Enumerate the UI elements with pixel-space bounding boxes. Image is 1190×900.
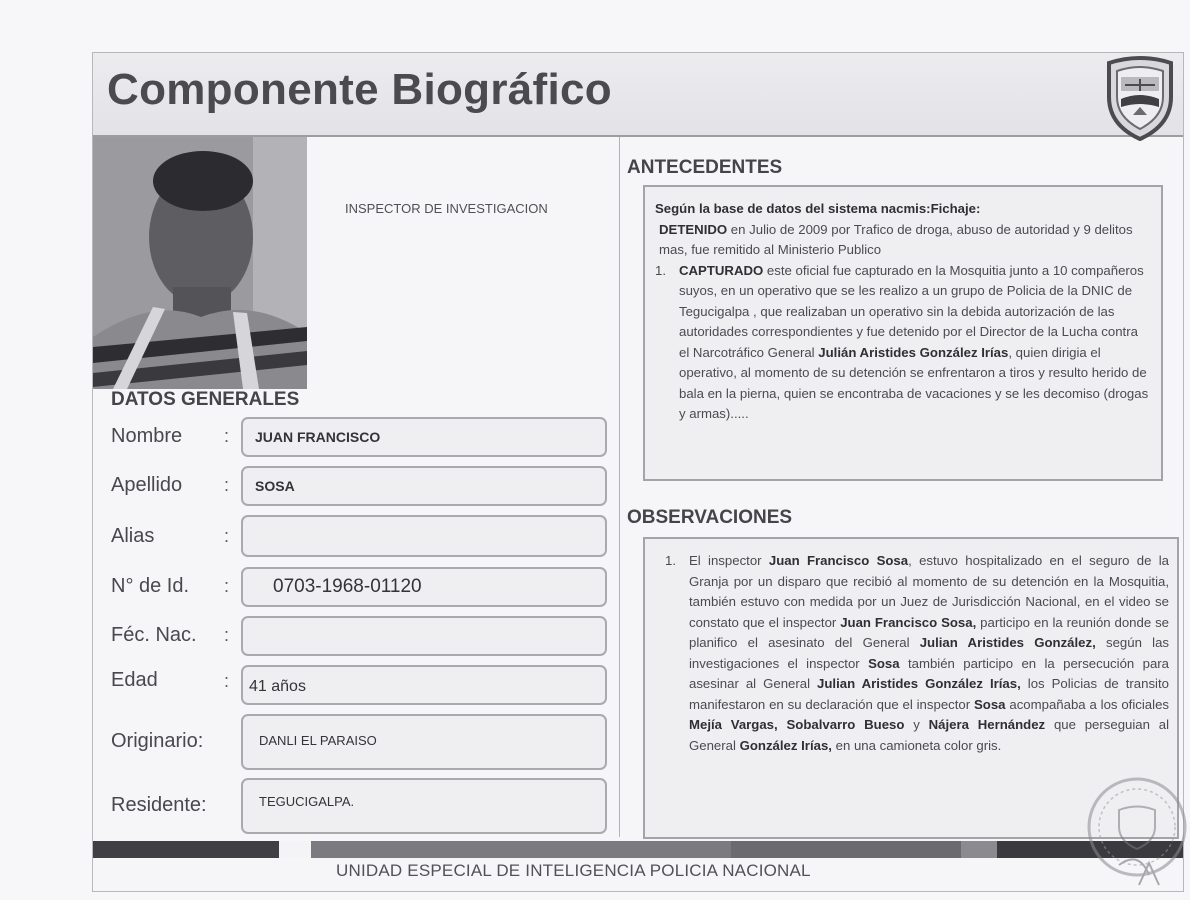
suspect-photo (93, 137, 307, 389)
footer-bar-segment (311, 841, 731, 858)
observation-bold-text: Juan Francisco Sosa, (840, 614, 977, 630)
observation-text: en una camioneta color gris. (831, 737, 1002, 753)
observation-text: y (904, 717, 929, 732)
nombre-field[interactable] (241, 417, 607, 457)
observation-text: acompañaba a los oficiales (1005, 696, 1169, 712)
footer-bar-segment (93, 841, 279, 858)
observation-text: participo en la reunión donde se planifico el asesinato del General (689, 614, 1169, 650)
list-number: 1. (655, 262, 666, 278)
field-value: 0703-1968-01120 (273, 576, 422, 597)
field-label: Originario: (111, 730, 204, 752)
footer-bar-segment (731, 841, 961, 858)
field-label: Féc. Nac. (111, 624, 197, 646)
observation-text: según las investigaciones el inspector (689, 635, 1169, 671)
footer-bar (93, 841, 1183, 858)
observation-bold-text: Julian Aristides González Irías, (817, 676, 1021, 691)
observaciones-heading: OBSERVACIONES (627, 507, 793, 528)
field-label: N° de Id. (111, 575, 190, 597)
originario-field[interactable] (241, 714, 607, 770)
observation-bold-text: Juan Francisco Sosa (768, 553, 909, 568)
footer-bar-segment (279, 841, 311, 858)
apellido-field[interactable] (241, 466, 607, 506)
fecha-nacimiento-field[interactable] (241, 616, 607, 656)
field-nombre (111, 417, 611, 461)
observation-bold-text: Sosa (973, 696, 1006, 712)
biographic-record-page (92, 52, 1184, 892)
field-colon: : (224, 671, 230, 691)
field-colon: : (224, 625, 230, 645)
field-alias (111, 515, 611, 559)
header-banner (93, 53, 1183, 137)
id-number-field[interactable] (241, 567, 607, 607)
observaciones-list-item (655, 551, 1169, 756)
observation-text: también participo en la persecución para asesinar al General (689, 655, 1170, 691)
antecedentes-heading: ANTECEDENTES (627, 157, 783, 178)
field-colon: : (224, 576, 230, 596)
observation-bold-text: Sosa (868, 655, 900, 671)
residente-field[interactable] (241, 778, 607, 834)
alias-field[interactable] (241, 515, 607, 557)
field-label: Nombre (111, 425, 183, 447)
antecedentes-list-item (655, 261, 1151, 425)
field-fecha-nacimiento (111, 616, 611, 660)
field-colon: : (224, 475, 230, 495)
rank-title: INSPECTOR DE INVESTIGACION (345, 201, 548, 216)
datos-generales-heading: DATOS GENERALES (111, 389, 300, 410)
field-colon: : (224, 526, 230, 546)
general-name-bold: Julián Aristides González Irías (818, 344, 1009, 360)
antecedentes-box (643, 185, 1163, 481)
observation-text: los Policias de transito manifestaron en su declaración que el inspector (689, 676, 1169, 712)
edad-field[interactable] (241, 665, 607, 705)
antecedentes-detenido (655, 220, 1151, 261)
field-apellido (111, 466, 611, 510)
official-seal-stamp-icon (1079, 765, 1189, 890)
list-number: 1. (665, 553, 676, 568)
detenido-bold-text: DETENIDO (659, 221, 728, 237)
observation-text: El inspector (689, 553, 769, 568)
field-value: SOSA (255, 478, 295, 494)
capturado-text-end: , quien dirigia el operativo, al momento de su detención se enfrentaron a tiros y resulto herido de bala en la pierna, quien se encontraba de vacaciones y se les decomiso (drogas y armas)..... (679, 344, 1149, 421)
field-value: TEGUCIGALPA. (259, 794, 355, 809)
field-colon: : (224, 426, 230, 446)
field-label: Apellido (111, 474, 183, 496)
observation-bold-text: Julian Aristides González, (919, 635, 1096, 650)
page-title: Componente Biográfico (107, 65, 612, 114)
detenido-text: en Julio de 2009 por Trafico de droga, abuso de autoridad y 9 delitos mas, fue remitido al Ministerio Publico (659, 221, 1133, 257)
field-value: JUAN FRANCISCO (255, 429, 381, 445)
field-label: Edad (111, 669, 158, 691)
observation-bold-text: Mejía Vargas, Sobalvarro Bueso (689, 717, 905, 732)
field-value: DANLI EL PARAISO (259, 733, 377, 748)
field-label: Residente: (111, 794, 207, 816)
field-id-number (111, 567, 611, 611)
capturado-bold-text: CAPTURADO (679, 262, 764, 278)
intro-bold-text: Según la base de datos del sistema nacmis:Fichaje: (655, 201, 981, 216)
footer-unit-name: UNIDAD ESPECIAL DE INTELIGENCIA POLICIA NACIONAL (336, 861, 811, 880)
observation-text: , estuvo hospitalizado en el seguro de la Granja por un disparo que recibió al momento de su detención en la Mosquitia, también estuvo con medida por un Juez de Jurisdicción Nacional, en el video se constato que el inspector (689, 553, 1169, 630)
observation-text: que perseguian al General (689, 717, 1170, 753)
observation-bold-text: Nájera Hernández (928, 717, 1046, 732)
footer-bar-segment (961, 841, 997, 858)
observation-bold-text: González Irías, (739, 737, 832, 753)
field-originario (111, 714, 611, 770)
police-shield-crest-icon (1103, 55, 1177, 141)
column-divider (619, 137, 620, 837)
capturado-text: este oficial fue capturado en la Mosquitia junto a 10 compañeros suyos, en un operativo que se les realizo a un grupo de Policia de la DNIC de Tegucigalpa , que realizaban un operativo sin la debida autorización de las autoridades correspondientes y fue detenido por el Director de la Lucha contra el Narcotráfico General (679, 262, 1144, 360)
antecedentes-intro (655, 199, 1151, 220)
field-residente (111, 778, 611, 834)
field-value: 41 años (249, 678, 306, 695)
field-label: Alias (111, 525, 155, 547)
field-edad (111, 665, 611, 709)
